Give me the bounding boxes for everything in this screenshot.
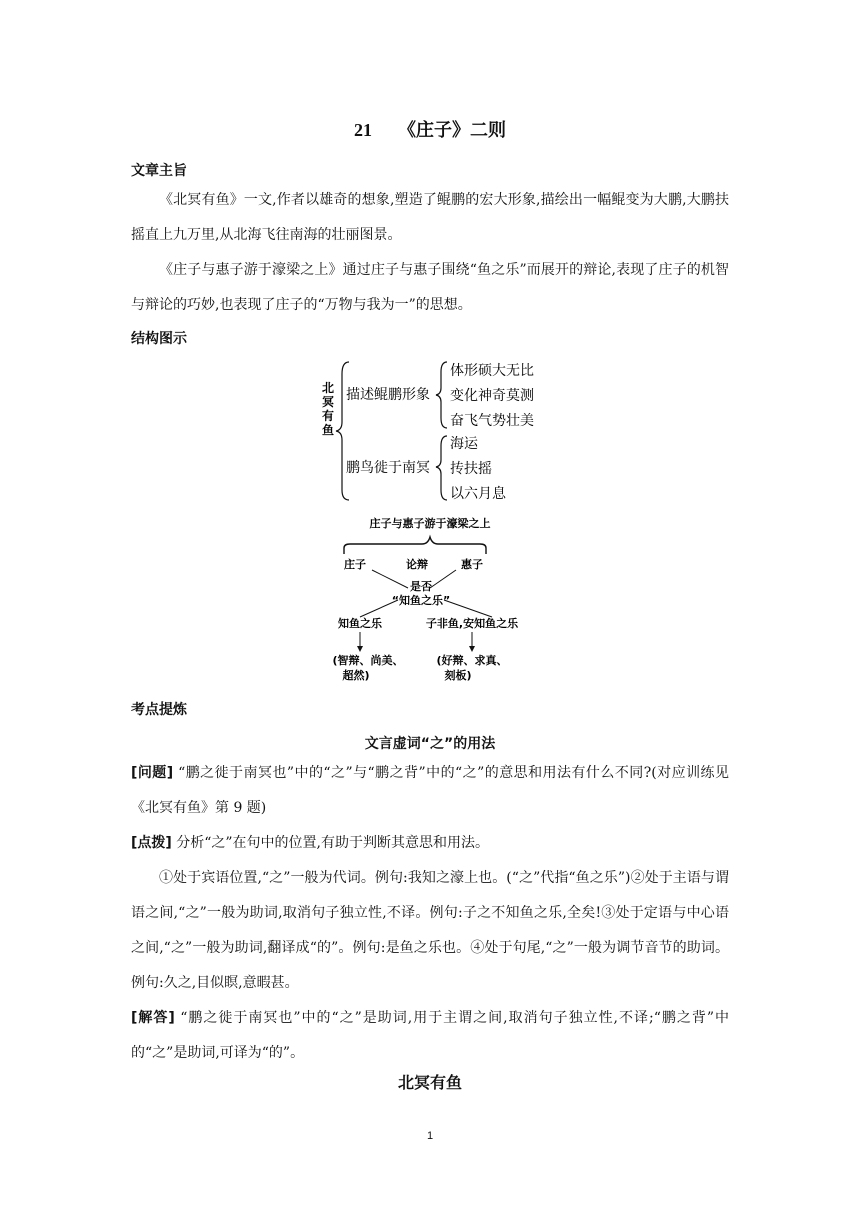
diagram2-split-left: [360, 600, 398, 617]
tip-text: 分析“之”在句中的位置,有助于判断其意思和用法。: [171, 835, 490, 851]
tip-body-paragraph: ①处于宾语位置,“之”一般为代词。例句:我知之濠上也。(“之”代指“鱼之乐”)②处于主语与谓语之间,“之”一般为助词,取消句子独立性,不译。例句:子之不知鱼之乐,全矣!③处于定语与中心语之间,“之”一般为助词,翻译成“的”。例句:是鱼之乐也。④处于句尾,“之”一般为调节音节的助词。例句:久之,目似瞑,意暇甚。: [131, 870, 729, 991]
page-title: [0, 116, 860, 142]
section-heading-points: 考点提炼: [131, 702, 187, 718]
structure-diagram-beiming: [318, 356, 548, 506]
diagram1-root-char: 鱼: [321, 423, 335, 437]
section-heading-structure: 结构图示: [131, 331, 187, 347]
diagram2-arrowhead-left: [357, 646, 363, 652]
diagram2-right: 惠子: [461, 558, 483, 571]
diagram2-middle: 论辩: [406, 558, 428, 571]
diagram1-b1-item-1: 体形硕大无比: [450, 363, 534, 379]
diagram2-right-traits-1: (好辩、求真、: [436, 654, 508, 667]
diagram2-brace: [344, 537, 486, 554]
diagram1-b2-item-3: 以六月息: [450, 486, 506, 502]
question-label: [问题]: [131, 765, 174, 781]
answer-paragraph: [131, 1001, 729, 1071]
diagram1-brace-2: [436, 436, 447, 500]
answer-label: [解答]: [131, 1010, 175, 1026]
diagram1-b1-item-2: 变化神奇莫测: [450, 388, 534, 404]
diagram1-b1-item-3: 奋飞气势壮美: [450, 413, 534, 429]
diagram1-root-char: 冥: [321, 395, 335, 409]
diagram2-center-line1: 是否: [410, 580, 432, 593]
diagram1-root-char: 北: [321, 381, 335, 395]
diagram1-brace-1: [436, 362, 447, 428]
diagram2-center-line2: “知鱼之乐”: [391, 594, 451, 607]
diagram2-arrowhead-right: [469, 646, 475, 652]
points-subheading: 文言虚词“之”的用法: [364, 736, 496, 752]
diagram2-connector-right: [430, 570, 456, 588]
diagram2-left-traits-1: (智辩、尚美、: [332, 654, 404, 667]
page-number: 1: [426, 1130, 434, 1142]
lesson-title: 《庄子》二则: [398, 120, 506, 140]
diagram2-left: 庄子: [344, 558, 366, 571]
diagram2-left-claim: 知鱼之乐: [338, 617, 382, 630]
diagram1-branch2: 鹏鸟徙于南冥: [346, 460, 430, 476]
diagram1-branch1: 描述鲲鹏形象: [346, 387, 430, 403]
diagram1-outer-brace: [336, 362, 349, 500]
diagram1-b2-item-2: 抟扶摇: [450, 461, 492, 477]
diagram2-top: 庄子与惠子游于濠梁之上: [369, 517, 491, 530]
tip-label: [点拨]: [131, 835, 172, 851]
diagram1-root-label: [322, 381, 334, 437]
diagram2-connector-left: [372, 570, 408, 588]
theme-paragraph-2: 《庄子与惠子游于濠梁之上》通过庄子与惠子围绕“鱼之乐”而展开的辩论,表现了庄子的机智与辩论的巧妙,也表现了庄子的“万物与我为一”的思想。: [131, 262, 729, 313]
answer-text: “鹏之徙于南冥也”中的“之”是助词,用于主谓之间,取消句子独立性,不译;“鹏之背”中的“之”是助词,可译为“的”。: [131, 1010, 729, 1061]
section-heading-theme: 文章主旨: [131, 163, 187, 179]
diagram1-root-char: 有: [321, 409, 335, 423]
next-section-heading: 北冥有鱼: [397, 1073, 462, 1092]
diagram2-right-claim: 子非鱼,安知鱼之乐: [425, 617, 519, 630]
theme-paragraph-1: 《北冥有鱼》一文,作者以雄奇的想象,塑造了鲲鹏的宏大形象,描绘出一幅鲲变为大鹏,大鹏扶摇直上九万里,从北海飞往南海的壮丽图景。: [131, 192, 729, 243]
diagram1-root: [322, 381, 334, 437]
diagram1-b2-item-1: 海运: [450, 436, 478, 452]
diagram2-split-right: [444, 600, 492, 617]
tip-paragraph: [131, 826, 729, 861]
question-text: “鹏之徙于南冥也”中的“之”与“鹏之背”中的“之”的意思和用法有什么不同?(对应训练见《北冥有鱼》第 9 题): [131, 765, 729, 816]
diagram2-left-traits-2: 超然): [342, 669, 370, 682]
question-paragraph: [131, 756, 729, 826]
diagram2-right-traits-2: 刻板): [444, 669, 472, 682]
structure-diagram-haoliang: [330, 512, 540, 687]
lesson-number: 21: [354, 120, 372, 140]
